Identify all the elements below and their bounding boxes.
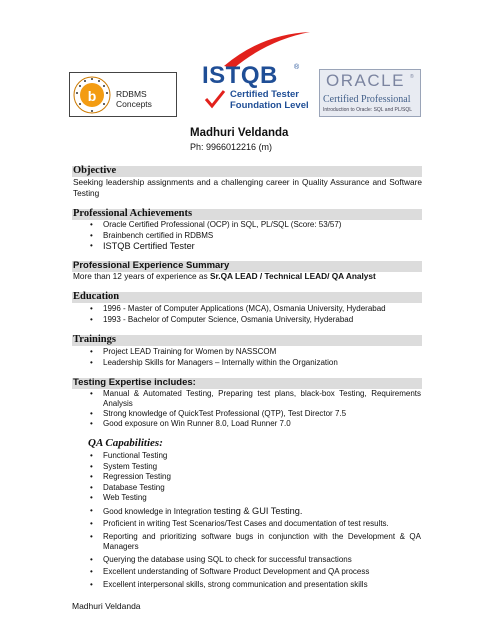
- list-item: • 1993 - Bachelor of Computer Science, Osmania University, Hyderabad: [90, 314, 354, 324]
- expertise-list: [0, 389, 495, 429]
- list-item: • Excellent understanding of Software Product Development and QA process: [90, 567, 370, 576]
- list-item: • Regression Testing: [90, 472, 171, 481]
- bullet-icon: •: [90, 314, 93, 324]
- bullet-icon: •: [90, 554, 93, 564]
- list-item: • Strong knowledge of QuickTest Professional (QTP), Test Director 7.5: [90, 409, 347, 418]
- page-footer: Madhuri Veldanda: [72, 601, 141, 611]
- list-item: • Database Testing: [90, 482, 165, 492]
- list-item: • Functional Testing: [90, 451, 168, 460]
- trainings-heading: Trainings: [73, 334, 116, 345]
- bullet-icon: •: [90, 357, 93, 367]
- checkmark-icon: [204, 88, 226, 110]
- list-item: • Project LEAD Training for Women by NASSCOM: [90, 347, 277, 356]
- bullet-icon: •: [90, 347, 93, 356]
- bullet-icon: •: [90, 304, 93, 313]
- expertise-heading: Testing Expertise includes:: [73, 377, 196, 388]
- experience-text: More than 12 years of experience as Sr.QA LEAD / Technical LEAD/ QA Analyst: [73, 271, 376, 281]
- logo-row: [0, 0, 495, 130]
- bullet-icon: •: [90, 241, 93, 250]
- section-bar: [72, 335, 422, 346]
- bullet-icon: •: [90, 389, 93, 398]
- svg-text:b: b: [87, 88, 97, 104]
- bullet-icon: •: [90, 451, 93, 460]
- experience-role: Sr.QA LEAD / Technical LEAD/ QA Analyst: [209, 271, 376, 281]
- list-item: • ISTQB Certified Tester: [90, 241, 195, 251]
- list-item: • Excellent interpersonal skills, strong communication and presentation skills: [90, 579, 368, 589]
- list-item: • Brainbench certified in RDBMS: [90, 230, 214, 240]
- rdbms-logo: [69, 72, 177, 117]
- objective-heading: Objective: [73, 165, 117, 176]
- bullet-icon: •: [90, 220, 93, 229]
- oracle-wordmark: ORACLE: [326, 71, 405, 90]
- bullet-icon: •: [90, 230, 93, 240]
- list-item: • System Testing: [90, 461, 158, 471]
- list-item: • Proficient in writing Test Scenarios/Test Cases and documentation of test results.: [90, 519, 389, 528]
- experience-heading: Professional Experience Summary: [73, 260, 230, 271]
- list-item: • Good knowledge in Integration testing & GUI Testing.: [90, 505, 303, 516]
- list-item: • Leadership Skills for Managers – Internally within the Organization: [90, 357, 338, 367]
- istqb-registered-mark: ®: [294, 64, 300, 71]
- candidate-phone: Ph: 9966012216 (m): [190, 142, 273, 152]
- bullet-icon: •: [90, 482, 93, 492]
- list-item: • Reporting and prioritizing software bugs in conjunction with the Development & QA Managers: [90, 531, 421, 551]
- list-item: • 1996 - Master of Computer Applications (MCA), Osmania University, Hyderabad: [90, 304, 386, 313]
- section-bar: [72, 292, 422, 303]
- bullet-icon: •: [90, 519, 93, 528]
- achievements-list: [0, 220, 495, 253]
- rdbms-logo-text: RDBMS Concepts: [116, 89, 152, 109]
- candidate-name: Madhuri Veldanda: [190, 127, 289, 139]
- bullet-icon: •: [90, 579, 93, 589]
- qa-capabilities-heading: QA Capabilities:: [88, 437, 163, 449]
- list-item: • Manual & Automated Testing, Preparing test plans, black-box Testing, Requirements Analysis: [90, 389, 421, 408]
- oracle-logo: [319, 69, 421, 117]
- istqb-wordmark: ISTQB: [202, 62, 278, 89]
- bullet-icon: •: [90, 505, 93, 515]
- bullet-icon: •: [90, 472, 93, 481]
- oracle-intro-text: Introduction to Oracle: SQL and PL/SQL: [323, 107, 413, 113]
- achievements-heading: Professional Achievements: [73, 208, 193, 219]
- bullet-icon: •: [90, 493, 93, 502]
- oracle-certified-professional: Certified Professional: [323, 94, 411, 105]
- list-item: • Web Testing: [90, 493, 147, 502]
- bullet-icon: •: [90, 419, 93, 428]
- objective-text: Seeking leadership assignments and a challenging career in Quality Assurance and Software Testing: [73, 177, 422, 198]
- bullet-icon: •: [90, 461, 93, 471]
- list-item: • Querying the database using SQL to check for successful transactions: [90, 554, 352, 564]
- trainings-list: [0, 347, 495, 368]
- bullet-icon: •: [90, 567, 93, 576]
- istqb-logo: [198, 30, 314, 116]
- education-list: [0, 304, 495, 325]
- qa-capabilities-list: [0, 451, 495, 590]
- istqb-line-1: Certified Tester: [230, 89, 299, 100]
- oracle-registered-mark: ®: [410, 74, 414, 80]
- education-heading: Education: [73, 291, 120, 302]
- section-bar: [72, 166, 422, 177]
- list-item: • Good exposure on Win Runner 8.0, Load Runner 7.0: [90, 419, 291, 428]
- brainbench-badge-icon: [72, 74, 112, 116]
- bullet-icon: •: [90, 409, 93, 418]
- istqb-line-2: Foundation Level: [230, 100, 309, 111]
- bullet-icon: •: [90, 531, 93, 541]
- list-item: • Oracle Certified Professional (OCP) in SQL, PL/SQL (Score: 53/57): [90, 220, 342, 229]
